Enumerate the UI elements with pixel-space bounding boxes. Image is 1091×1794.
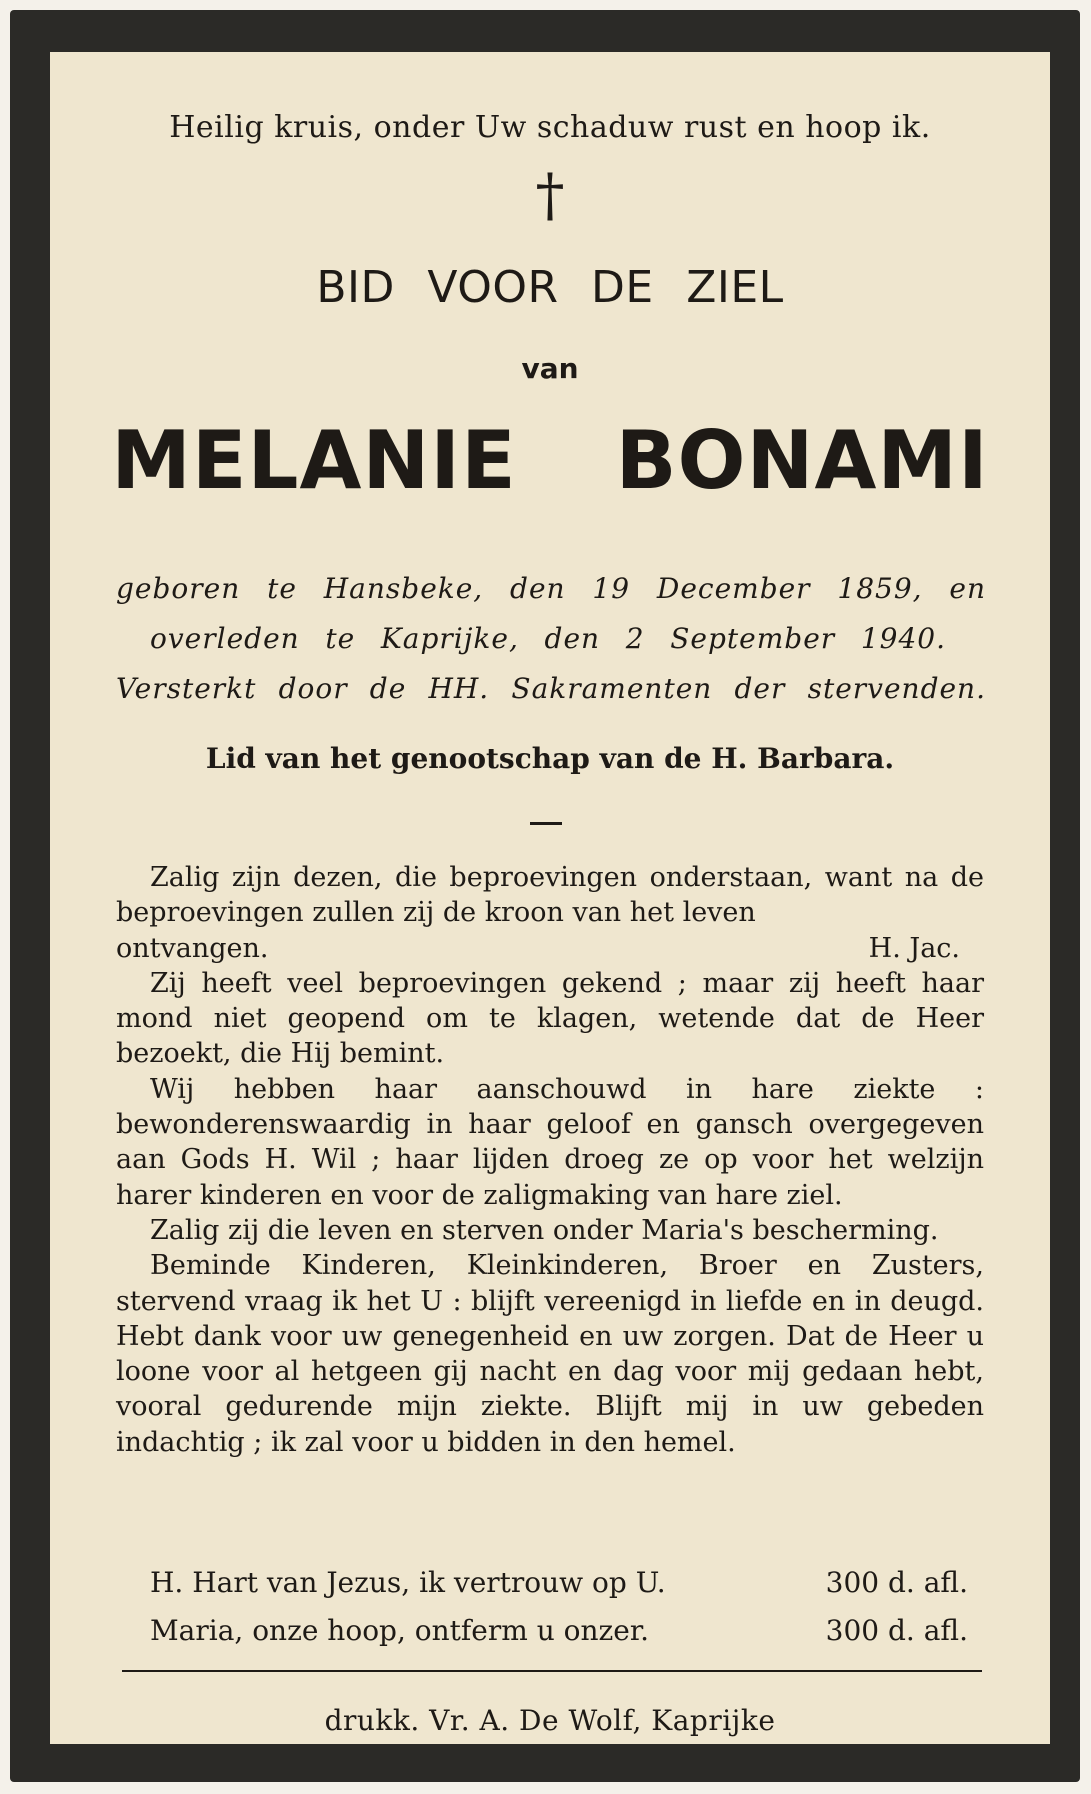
deceased-name: MELANIE BONAMI	[111, 414, 989, 507]
bible-quote: Zalig zijn dezen, die beproevingen onderstaan, want na de beproevingen zullen zij de kroon van het leven	[116, 862, 984, 929]
sacraments-line: Versterkt door de HH. Sakramenten der stervenden.	[116, 672, 986, 705]
van-label: van	[521, 352, 579, 385]
divider-rule	[122, 1670, 982, 1672]
indulgence-days: 300 d. afl.	[825, 1614, 968, 1647]
bible-quote-source: H. Jac.	[868, 932, 960, 964]
indulgence-prayer: H. Hart van Jezus, ik vertrouw op U.	[150, 1566, 666, 1599]
motto: Heilig kruis, onder Uw schaduw rust en hoop ik.	[169, 110, 931, 145]
memorial-card	[50, 52, 1050, 1744]
memorial-card-border	[10, 10, 1080, 1782]
bible-quote-last-line: ontvangen.	[116, 932, 269, 964]
bible-quote-end	[116, 931, 984, 966]
paragraph: Beminde Kinderen, Kleinkinderen, Broer en Zusters, stervend vraag ik het U : blijft vereenigd in liefde en in deugd. Hebt dank voor uw genegenheid en uw zorgen. Dat de Heer u loone voor al hetgeen gij nacht en dag voor mij gedaan hebt, vooral gedurende mijn ziekte. Blijft mij in uw gebeden indachtig ; ik zal voor u bidden in den hemel.	[116, 1250, 984, 1458]
indulgence-prayer: Maria, onze hoop, ontferm u onzer.	[150, 1614, 650, 1647]
memorial-text	[116, 860, 984, 1460]
indulgence-row	[150, 1566, 968, 1599]
cross-icon: †	[535, 161, 565, 229]
paragraph: Zij heeft veel beproevingen gekend ; maar zij heeft haar mond niet geopend om te klagen, wetende dat de Heer bezoekt, die Hij bemint.	[116, 967, 984, 1070]
heading: BID VOOR DE ZIEL	[316, 262, 784, 313]
membership-line: Lid van het genootschap van de H. Barbara.	[205, 742, 895, 775]
death-line: overleden te Kaprijke, den 2 September 1940.	[150, 622, 946, 655]
divider-dash	[530, 822, 562, 825]
paragraph: Zalig zij die leven en sterven onder Maria's bescherming.	[150, 1214, 939, 1246]
indulgence-row	[150, 1614, 968, 1647]
printer-credit: drukk. Vr. A. De Wolf, Kaprijke	[324, 1704, 776, 1737]
paragraph: Wij hebben haar aanschouwd in hare ziekte : bewonderenswaardig in haar geloof en gansch overgegeven aan Gods H. Wil ; haar lijden droeg ze op voor het welzijn harer kinderen en voor de zaligmaking van hare ziel.	[116, 1073, 984, 1211]
birth-line: geboren te Hansbeke, den 19 December 1859, en	[116, 572, 986, 605]
indulgence-days: 300 d. afl.	[825, 1566, 968, 1599]
